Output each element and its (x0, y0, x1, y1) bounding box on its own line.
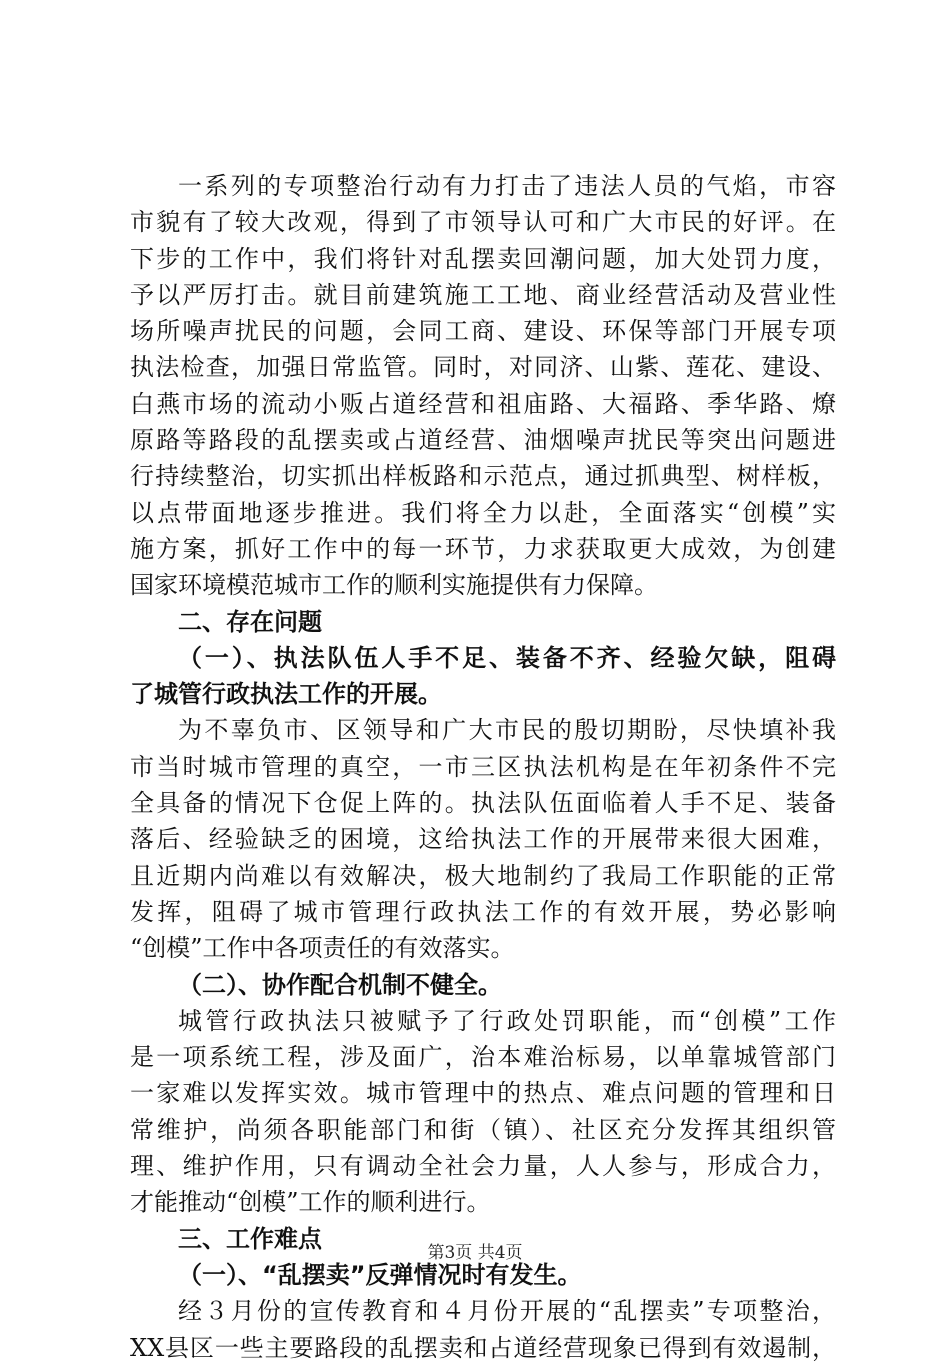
paragraph-line: “创模”工作中各项责任的有效落实。 (130, 934, 515, 963)
paragraph-line: 一系列的专项整治行动有力打击了违法人员的气焰，市容 (178, 172, 836, 200)
section-heading: 二、存在问题 (178, 607, 322, 636)
paragraph-line: 落后、经验缺乏的困境，这给执法工作的开展带来很大困难， (130, 825, 836, 854)
paragraph-line: 为不辜负市、区领导和广大市民的殷切期盼，尽快填补我 (178, 716, 836, 745)
paragraph-line: 是一项系统工程，涉及面广，治本难治标易，以单靠城管部门 (130, 1043, 836, 1072)
paragraph-line: 才能推动“创模”工作的顺利进行。 (130, 1188, 491, 1217)
paragraph-line: 且近期内尚难以有效解决，极大地制约了我局工作职能的正常 (130, 861, 836, 890)
paragraph-line: 原路等路段的乱摆卖或占道经营、油烟噪声扰民等突出问题进 (130, 426, 836, 455)
paragraph-line: 发挥，阻碍了城市管理行政执法工作的有效开展，势必影响 (130, 897, 836, 926)
subsection-heading: （一）、执法队伍人手不足、装备不齐、经验欠缺，阻碍 (178, 643, 836, 672)
paragraph-line: XX县区一些主要路段的乱摆卖和占道经营现象已得到有效遏制， (130, 1333, 836, 1362)
paragraph-line: 场所噪声扰民的问题，会同工商、建设、环保等部门开展专项 (130, 317, 836, 346)
subsection-heading: 了城管行政执法工作的开展。 (130, 680, 442, 709)
paragraph-line: 经３月份的宣传教育和４月份开展的“乱摆卖”专项整治， (178, 1297, 836, 1326)
paragraph-line: 行持续整治，切实抓出样板路和示范点，通过抓典型、树样板， (130, 462, 836, 491)
paragraph-line: 城管行政执法只被赋予了行政处罚职能，而“创模”工作 (178, 1006, 836, 1035)
section-heading: 三、工作难点 (178, 1224, 322, 1253)
paragraph-line: 白燕市场的流动小贩占道经营和祖庙路、大福路、季华路、燎 (130, 389, 836, 418)
paragraph-line: 以点带面地逐步推进。我们将全力以赴，全面落实“创模”实 (130, 498, 836, 527)
paragraph-line: 市貌有了较大改观，得到了市领导认可和广大市民的好评。在 (130, 208, 836, 237)
paragraph-line: 理、维护作用，只有调动全社会力量，人人参与，形成合力， (130, 1152, 836, 1181)
paragraph-line: 下步的工作中，我们将针对乱摆卖回潮问题，加大处罚力度， (130, 244, 836, 273)
document-body (130, 168, 836, 1366)
paragraph-line: 一家难以发挥实效。城市管理中的热点、难点问题的管理和日 (130, 1079, 836, 1108)
paragraph-line: 执法检查，加强日常监管。同时，对同济、山紫、莲花、建设、 (130, 353, 836, 382)
paragraph-line: 全具备的情况下仓促上阵的。执法队伍面临着人手不足、装备 (130, 789, 836, 818)
paragraph-line: 市当时城市管理的真空，一市三区执法机构是在年初条件不完 (130, 752, 836, 781)
paragraph-line: 国家环境模范城市工作的顺利实施提供有力保障。 (130, 571, 658, 600)
page-number: 第3页 共4页 (427, 1243, 523, 1263)
subsection-heading: （一）、“乱摆卖”反弹情况时有发生。 (178, 1260, 582, 1289)
paragraph-line: 常维护，尚须各职能部门和街（镇）、社区充分发挥其组织管 (130, 1115, 836, 1144)
paragraph-line: 予以严厉打击。就目前建筑施工工地、商业经营活动及营业性 (130, 280, 836, 309)
subsection-heading: （二）、协作配合机制不健全。 (178, 970, 502, 999)
paragraph-line: 施方案，抓好工作中的每一环节，力求获取更大成效，为创建 (130, 534, 836, 563)
